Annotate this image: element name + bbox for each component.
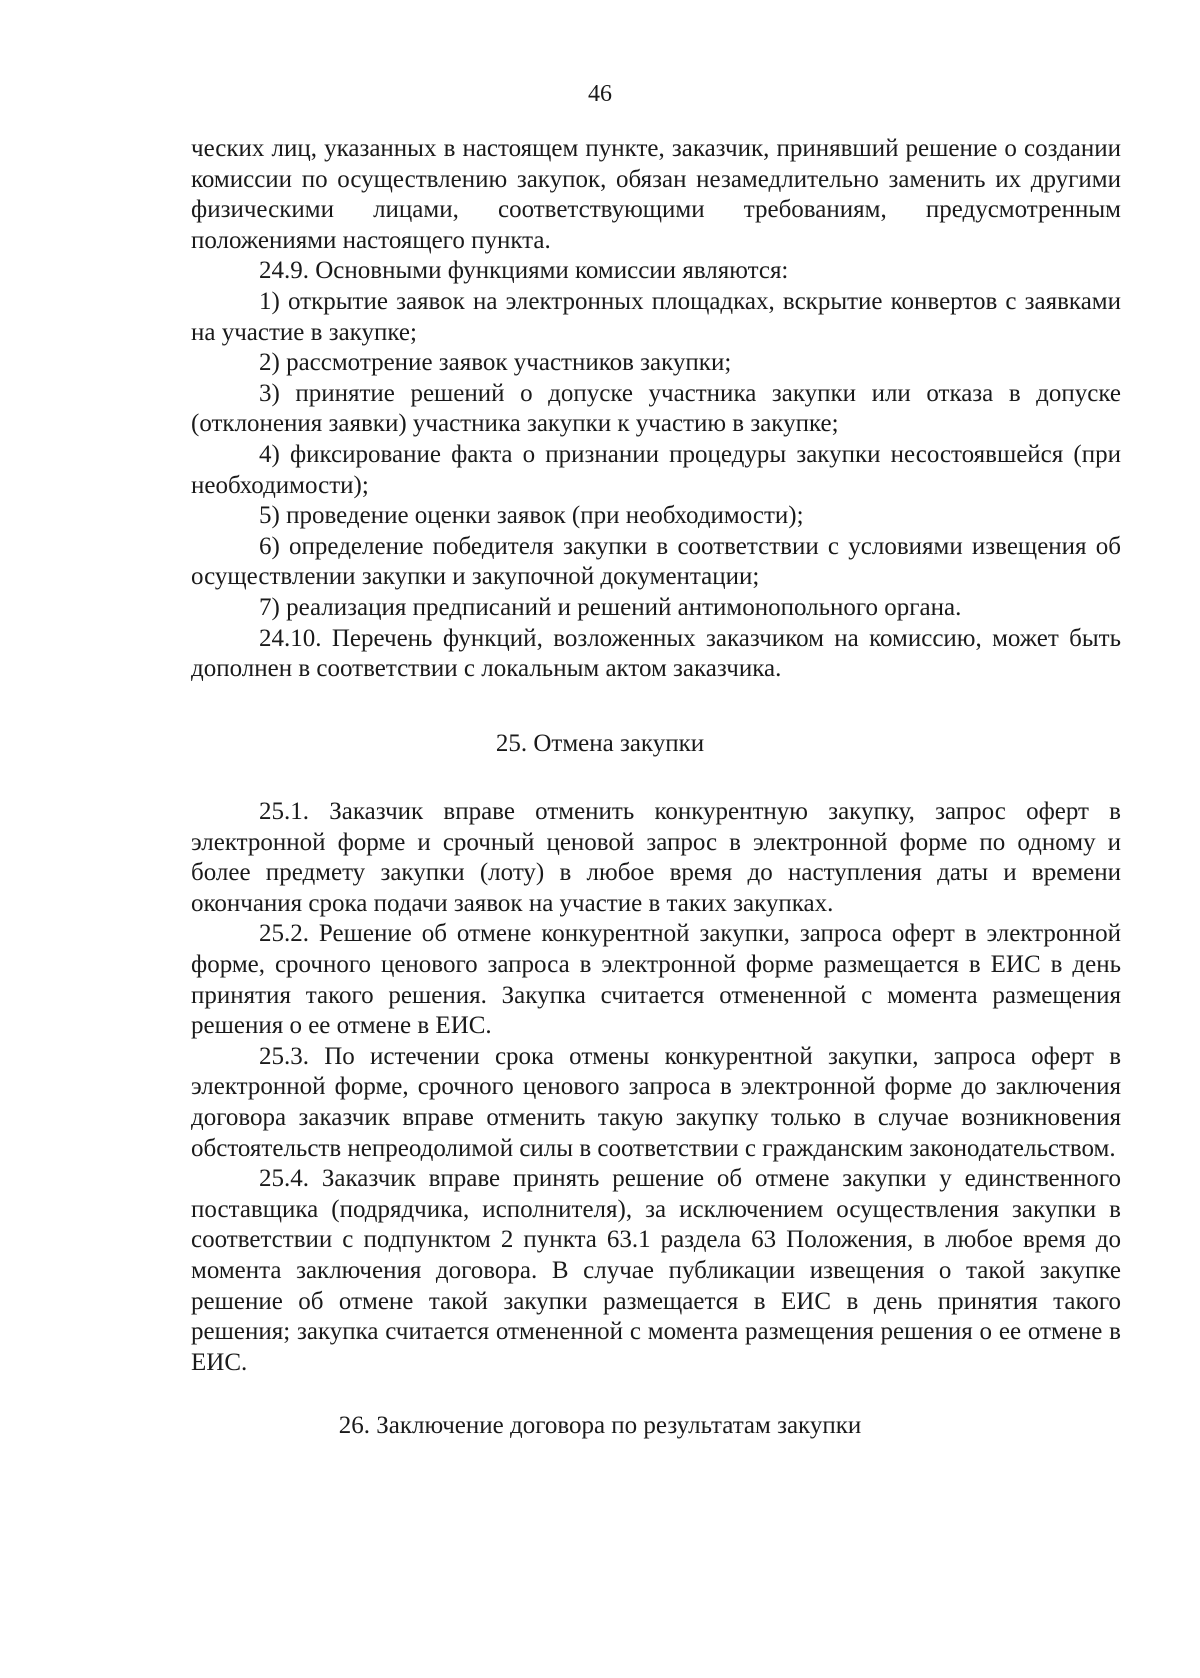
section-25-body bbox=[191, 797, 1121, 1378]
list-item-2: 2) рассмотрение заявок участников закупки; bbox=[259, 349, 732, 377]
list-item-3: 3) принятие решений о допуске участника закупки или отказа в допуске (отклонения заявки) участника закупки к участию в закупке; bbox=[191, 379, 1121, 438]
list-item-6: 6) определение победителя закупки в соответствии с условиями извещения об осуществлении закупки и закупочной документации; bbox=[191, 532, 1121, 591]
paragraph-24-8-end: ческих лиц, указанных в настоящем пункте, заказчик, принявший решение о создании комиссии по осуществлению закупок, обязан незамедлительно заменить их другими физическими лицами, соответствующими требованиям, предусмотренным положениями настоящего пункта. bbox=[191, 135, 1121, 254]
paragraph-25-1: 25.1. Заказчик вправе отменить конкурентную закупку, запрос оферт в электронной форме и срочный ценовой запрос в электронной форме по одному и более предмету закупки (лоту) в любое время до наступления даты и времени окончания срока подачи заявок на участие в таких закупках. bbox=[191, 798, 1121, 917]
section-24-continuation bbox=[191, 134, 1121, 685]
paragraph-25-2: 25.2. Решение об отмене конкурентной закупки, запроса оферт в электронной форме, срочного ценового запроса в электронной форме размещается в ЕИС в день принятия такого решения. Закупка считается отмененной с момента размещения решения о ее отмене в ЕИС. bbox=[191, 920, 1121, 1040]
section-26-title: 26. Заключение договора по результатам закупки bbox=[338, 1412, 862, 1439]
list-item-7: 7) реализация предписаний и решений антимонопольного органа. bbox=[259, 593, 962, 621]
list-item-1: 1) открытие заявок на электронных площадках, вскрытие конвертов с заявками на участие в закупке; bbox=[191, 287, 1121, 346]
paragraph-25-3: 25.3. По истечении срока отмены конкурентной закупки, запроса оферт в электронной форме, срочного ценового запроса в электронной форме до заключения договора заказчик вправе отменить такую закупку только в случае возникновения обстоятельств непреодолимой силы в соответствии с гражданским законодательством. bbox=[191, 1042, 1121, 1162]
paragraph-24-9: 24.9. Основными функциями комиссии являются: bbox=[259, 257, 789, 285]
section-25-title: 25. Отмена закупки bbox=[495, 730, 705, 757]
list-item-4: 4) фиксирование факта о признании процедуры закупки несостоявшейся (при необходимости); bbox=[191, 440, 1121, 499]
list-item-5: 5) проведение оценки заявок (при необходимости); bbox=[259, 502, 804, 530]
paragraph-25-4: 25.4. Заказчик вправе принять решение об отмене закупки у единственного поставщика (подрядчика, исполнителя), за исключением осуществления закупки в соответствии с подпунктом 2 пункта 63.1 раздела 63 Положения, в любое время до момента заключения договора. В случае публикации извещения о такой закупке решение об отмене такой закупки размещается в ЕИС в день принятия такого решения; закупка считается отмененной с момента размещения решения о ее отмене в ЕИС. bbox=[191, 1165, 1121, 1376]
page-number: 46 bbox=[588, 81, 612, 107]
paragraph-24-10: 24.10. Перечень функций, возложенных заказчиком на комиссию, может быть дополнен в соответствии с локальным актом заказчика. bbox=[191, 624, 1121, 683]
